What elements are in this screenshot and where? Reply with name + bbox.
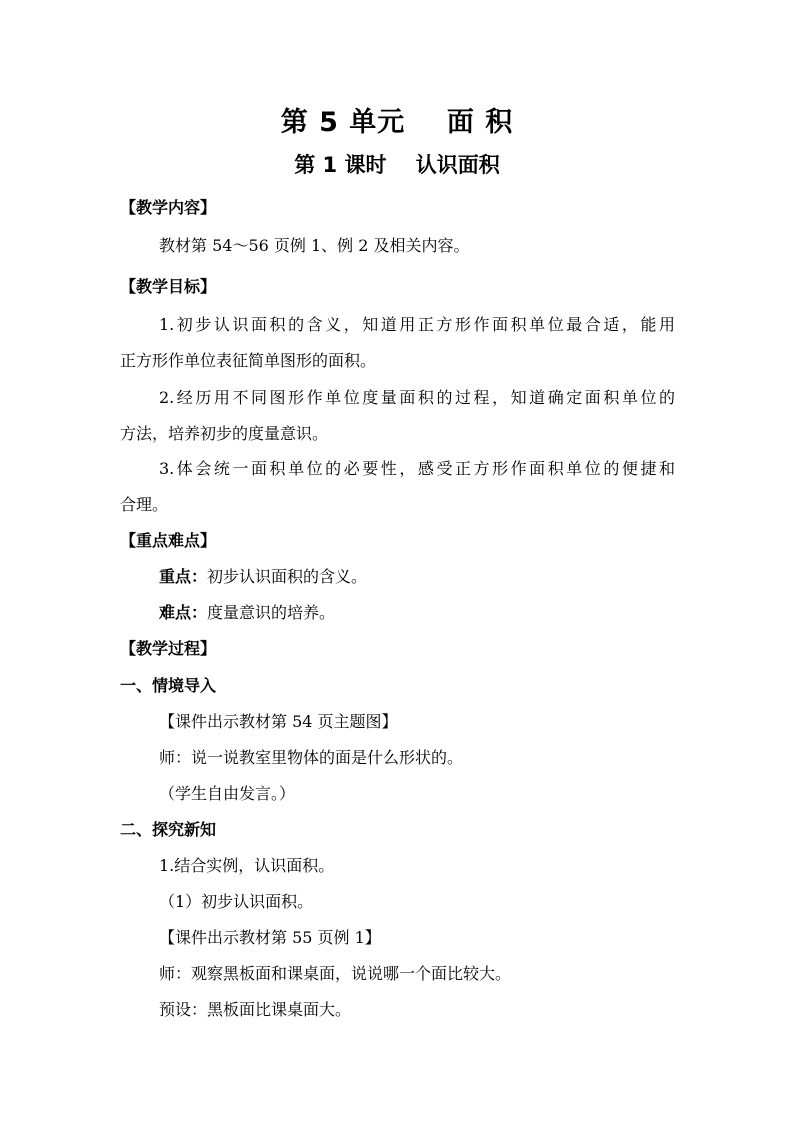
lesson-subtitle: 第 1 课时 认识面积 [294, 153, 500, 177]
part-2-preset: 预设：黑板面比课桌面大。 [159, 1000, 352, 1019]
key-point-label: 重点： [159, 567, 208, 586]
part-2-heading: 二、探究新知 [120, 820, 217, 839]
part-2-item-1: 1.结合实例，认识面积。 [159, 856, 335, 875]
difficulty-label: 难点： [159, 603, 208, 622]
part-2-teacher: 师：观察黑板面和课桌面，说说哪一个面比较大。 [159, 964, 512, 983]
part-1-teacher: 师：说一说教室里物体的面是什么形状的。 [159, 748, 464, 767]
goal-1-line-1: 1.初步认识面积的含义，知道用正方形作面积单位最合适，能用 [159, 315, 675, 334]
part-2-courseware: 【课件出示教材第 55 页例 1】 [159, 928, 381, 947]
key-point [159, 567, 367, 587]
section-heading-content: 【教学内容】 [120, 198, 217, 217]
part-1-courseware: 【课件出示教材第 54 页主题图】 [159, 712, 398, 731]
difficulty-point [159, 603, 335, 623]
content-text: 教材第 54～56 页例 1、例 2 及相关内容。 [159, 236, 470, 255]
section-heading-goals: 【教学目标】 [120, 277, 217, 296]
goal-3-line-1: 3.体会统一面积单位的必要性，感受正方形作面积单位的便捷和 [159, 459, 675, 478]
section-heading-process: 【教学过程】 [120, 639, 217, 658]
goal-1-line-2: 正方形作单位表征简单图形的面积。 [120, 351, 377, 370]
unit-title: 第 5 单元 面 积 [280, 107, 514, 138]
goal-2-line-2: 方法，培养初步的度量意识。 [120, 424, 329, 443]
goal-2-line-1: 2.经历用不同图形作单位度量面积的过程，知道确定面积单位的 [159, 388, 675, 407]
part-1-students: （学生自由发言。） [159, 784, 296, 803]
section-heading-key-points: 【重点难点】 [120, 531, 217, 550]
part-2-sub-1: （1）初步认识面积。 [159, 892, 314, 911]
key-point-text: 初步认识面积的含义。 [207, 567, 368, 586]
part-1-heading: 一、情境导入 [120, 676, 217, 695]
goal-3-line-2: 合理。 [120, 495, 169, 514]
difficulty-text: 度量意识的培养。 [207, 603, 336, 622]
